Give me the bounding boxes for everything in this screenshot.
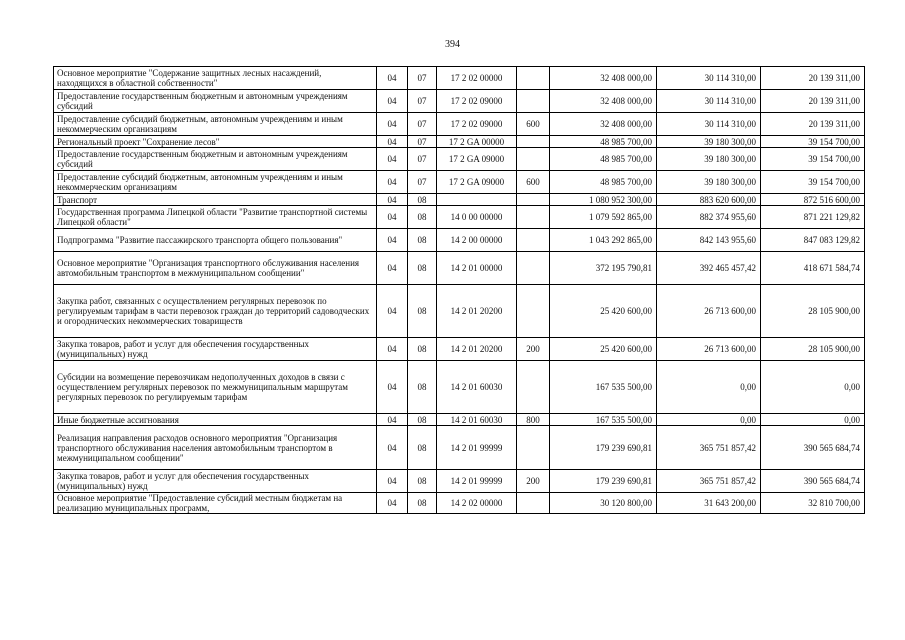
row-name: Закупка работ, связанных с осуществлением регулярных перевозок по регулируемым тарифам в части перевозок граждан до территорий садоводческих и огороднических некоммерческих товариществ [54, 285, 377, 338]
table-row [54, 470, 865, 493]
row-amount-year-3: 20 139 311,00 [761, 67, 865, 90]
table-row [54, 90, 865, 113]
row-expense-type [517, 67, 550, 90]
budget-table [53, 66, 865, 514]
row-expense-type: 600 [517, 171, 550, 194]
row-name: Государственная программа Липецкой области "Развитие транспортной системы Липецкой области" [54, 206, 377, 229]
row-expense-type [517, 194, 550, 206]
row-target-article [437, 194, 517, 206]
row-section-code: 04 [377, 206, 408, 229]
row-expense-type [517, 426, 550, 470]
row-subsection-code: 07 [408, 171, 437, 194]
row-section-code: 04 [377, 470, 408, 493]
row-amount-year-3: 872 516 600,00 [761, 194, 865, 206]
table-row [54, 493, 865, 514]
row-target-article: 14 2 01 00000 [437, 252, 517, 285]
row-subsection-code: 08 [408, 470, 437, 493]
row-amount-year-1: 32 408 000,00 [550, 67, 657, 90]
row-expense-type [517, 90, 550, 113]
row-target-article: 17 2 02 09000 [437, 90, 517, 113]
row-subsection-code: 08 [408, 285, 437, 338]
row-name: Предоставление государственным бюджетным и автономным учреждениям субсидий [54, 148, 377, 171]
row-target-article: 17 2 GA 09000 [437, 171, 517, 194]
row-amount-year-1: 30 120 800,00 [550, 493, 657, 514]
row-amount-year-2: 842 143 955,60 [657, 229, 761, 252]
row-target-article: 14 2 02 00000 [437, 493, 517, 514]
row-section-code: 04 [377, 171, 408, 194]
row-subsection-code: 08 [408, 361, 437, 414]
row-amount-year-3: 32 810 700,00 [761, 493, 865, 514]
page-number: 394 [445, 39, 460, 50]
row-subsection-code: 07 [408, 67, 437, 90]
row-amount-year-3: 847 083 129,82 [761, 229, 865, 252]
table-row [54, 194, 865, 206]
row-section-code: 04 [377, 285, 408, 338]
row-expense-type: 200 [517, 338, 550, 361]
row-expense-type [517, 252, 550, 285]
table-row [54, 113, 865, 136]
row-name: Реализация направления расходов основного мероприятия "Организация транспортного обслуживания населения автомобильным транспортом в межмуниципальном сообщении" [54, 426, 377, 470]
row-amount-year-3: 39 154 700,00 [761, 148, 865, 171]
row-section-code: 04 [377, 493, 408, 514]
row-section-code: 04 [377, 148, 408, 171]
row-amount-year-2: 0,00 [657, 361, 761, 414]
row-section-code: 04 [377, 229, 408, 252]
row-subsection-code: 07 [408, 90, 437, 113]
row-name: Предоставление государственным бюджетным и автономным учреждениям субсидий [54, 90, 377, 113]
row-expense-type [517, 148, 550, 171]
table-row [54, 229, 865, 252]
row-target-article: 17 2 GA 09000 [437, 148, 517, 171]
row-subsection-code: 07 [408, 113, 437, 136]
row-amount-year-3: 390 565 684,74 [761, 426, 865, 470]
row-amount-year-2: 30 114 310,00 [657, 113, 761, 136]
row-amount-year-3: 0,00 [761, 414, 865, 426]
row-amount-year-2: 882 374 955,60 [657, 206, 761, 229]
row-name: Транспорт [54, 194, 377, 206]
row-target-article: 17 2 GA 00000 [437, 136, 517, 148]
row-name: Закупка товаров, работ и услуг для обеспечения государственных (муниципальных) нужд [54, 338, 377, 361]
row-name: Основное мероприятие "Организация транспортного обслуживания населения автомобильным транспортом в межмуниципальном сообщении" [54, 252, 377, 285]
row-subsection-code: 08 [408, 338, 437, 361]
row-amount-year-3: 28 105 900,00 [761, 338, 865, 361]
row-amount-year-1: 32 408 000,00 [550, 113, 657, 136]
row-target-article: 14 2 00 00000 [437, 229, 517, 252]
table-row [54, 285, 865, 338]
table-row [54, 338, 865, 361]
row-amount-year-2: 26 713 600,00 [657, 285, 761, 338]
row-amount-year-3: 0,00 [761, 361, 865, 414]
row-subsection-code: 08 [408, 206, 437, 229]
row-amount-year-1: 1 043 292 865,00 [550, 229, 657, 252]
row-target-article: 17 2 02 09000 [437, 113, 517, 136]
row-section-code: 04 [377, 414, 408, 426]
row-amount-year-1: 167 535 500,00 [550, 414, 657, 426]
row-target-article: 14 2 01 60030 [437, 361, 517, 414]
row-amount-year-2: 883 620 600,00 [657, 194, 761, 206]
row-subsection-code: 08 [408, 426, 437, 470]
table-row [54, 426, 865, 470]
row-amount-year-2: 365 751 857,42 [657, 426, 761, 470]
row-amount-year-1: 32 408 000,00 [550, 90, 657, 113]
row-section-code: 04 [377, 361, 408, 414]
table-row [54, 252, 865, 285]
budget-table-body [54, 67, 865, 514]
table-row [54, 171, 865, 194]
row-amount-year-2: 30 114 310,00 [657, 90, 761, 113]
row-name: Региональный проект "Сохранение лесов" [54, 136, 377, 148]
row-amount-year-1: 25 420 600,00 [550, 285, 657, 338]
table-row [54, 136, 865, 148]
row-subsection-code: 08 [408, 252, 437, 285]
row-amount-year-3: 39 154 700,00 [761, 171, 865, 194]
row-amount-year-1: 179 239 690,81 [550, 470, 657, 493]
row-subsection-code: 07 [408, 136, 437, 148]
row-amount-year-1: 48 985 700,00 [550, 148, 657, 171]
row-target-article: 14 2 01 99999 [437, 470, 517, 493]
row-target-article: 14 2 01 99999 [437, 426, 517, 470]
row-name: Иные бюджетные ассигнования [54, 414, 377, 426]
row-amount-year-2: 39 180 300,00 [657, 171, 761, 194]
row-name: Подпрограмма "Развитие пассажирского транспорта общего пользования" [54, 229, 377, 252]
row-target-article: 14 2 01 20200 [437, 338, 517, 361]
row-name: Основное мероприятие "Предоставление субсидий местным бюджетам на реализацию муниципальных программ, [54, 493, 377, 514]
row-subsection-code: 08 [408, 229, 437, 252]
row-amount-year-2: 30 114 310,00 [657, 67, 761, 90]
row-subsection-code: 08 [408, 414, 437, 426]
row-amount-year-1: 372 195 790,81 [550, 252, 657, 285]
row-name: Предоставление субсидий бюджетным, автономным учреждениям и иным некоммерческим организациям [54, 171, 377, 194]
row-subsection-code: 07 [408, 148, 437, 171]
row-expense-type [517, 229, 550, 252]
row-amount-year-3: 39 154 700,00 [761, 136, 865, 148]
row-name: Закупка товаров, работ и услуг для обеспечения государственных (муниципальных) нужд [54, 470, 377, 493]
row-expense-type [517, 206, 550, 229]
row-name: Субсидии на возмещение перевозчикам недополученных доходов в связи с осуществлением регулярных перевозок по межмуниципальным маршрутам регулярных перевозок по регулируемым тарифам [54, 361, 377, 414]
row-amount-year-3: 871 221 129,82 [761, 206, 865, 229]
row-amount-year-2: 0,00 [657, 414, 761, 426]
row-subsection-code: 08 [408, 194, 437, 206]
table-row [54, 67, 865, 90]
row-expense-type: 800 [517, 414, 550, 426]
row-expense-type [517, 285, 550, 338]
row-amount-year-3: 390 565 684,74 [761, 470, 865, 493]
table-row [54, 414, 865, 426]
row-amount-year-1: 179 239 690,81 [550, 426, 657, 470]
row-amount-year-1: 1 080 952 300,00 [550, 194, 657, 206]
table-row [54, 148, 865, 171]
row-amount-year-2: 39 180 300,00 [657, 148, 761, 171]
row-target-article: 17 2 02 00000 [437, 67, 517, 90]
row-amount-year-1: 1 079 592 865,00 [550, 206, 657, 229]
row-name: Предоставление субсидий бюджетным, автономным учреждениям и иным некоммерческим организациям [54, 113, 377, 136]
row-amount-year-2: 31 643 200,00 [657, 493, 761, 514]
row-expense-type [517, 136, 550, 148]
row-amount-year-1: 48 985 700,00 [550, 136, 657, 148]
row-section-code: 04 [377, 194, 408, 206]
row-amount-year-1: 25 420 600,00 [550, 338, 657, 361]
row-amount-year-1: 167 535 500,00 [550, 361, 657, 414]
row-amount-year-3: 418 671 584,74 [761, 252, 865, 285]
table-row [54, 361, 865, 414]
row-amount-year-3: 28 105 900,00 [761, 285, 865, 338]
row-amount-year-3: 20 139 311,00 [761, 90, 865, 113]
row-expense-type: 200 [517, 470, 550, 493]
row-subsection-code: 08 [408, 493, 437, 514]
row-name: Основное мероприятие "Содержание защитных лесных насаждений, находящихся в областной собственности" [54, 67, 377, 90]
row-expense-type [517, 361, 550, 414]
row-section-code: 04 [377, 338, 408, 361]
row-amount-year-3: 20 139 311,00 [761, 113, 865, 136]
row-target-article: 14 2 01 60030 [437, 414, 517, 426]
row-amount-year-2: 365 751 857,42 [657, 470, 761, 493]
row-amount-year-2: 392 465 457,42 [657, 252, 761, 285]
row-target-article: 14 2 01 20200 [437, 285, 517, 338]
row-expense-type [517, 493, 550, 514]
row-amount-year-2: 39 180 300,00 [657, 136, 761, 148]
row-amount-year-2: 26 713 600,00 [657, 338, 761, 361]
table-row [54, 206, 865, 229]
row-amount-year-1: 48 985 700,00 [550, 171, 657, 194]
row-target-article: 14 0 00 00000 [437, 206, 517, 229]
row-section-code: 04 [377, 67, 408, 90]
row-section-code: 04 [377, 252, 408, 285]
row-section-code: 04 [377, 136, 408, 148]
row-expense-type: 600 [517, 113, 550, 136]
row-section-code: 04 [377, 90, 408, 113]
row-section-code: 04 [377, 426, 408, 470]
row-section-code: 04 [377, 113, 408, 136]
